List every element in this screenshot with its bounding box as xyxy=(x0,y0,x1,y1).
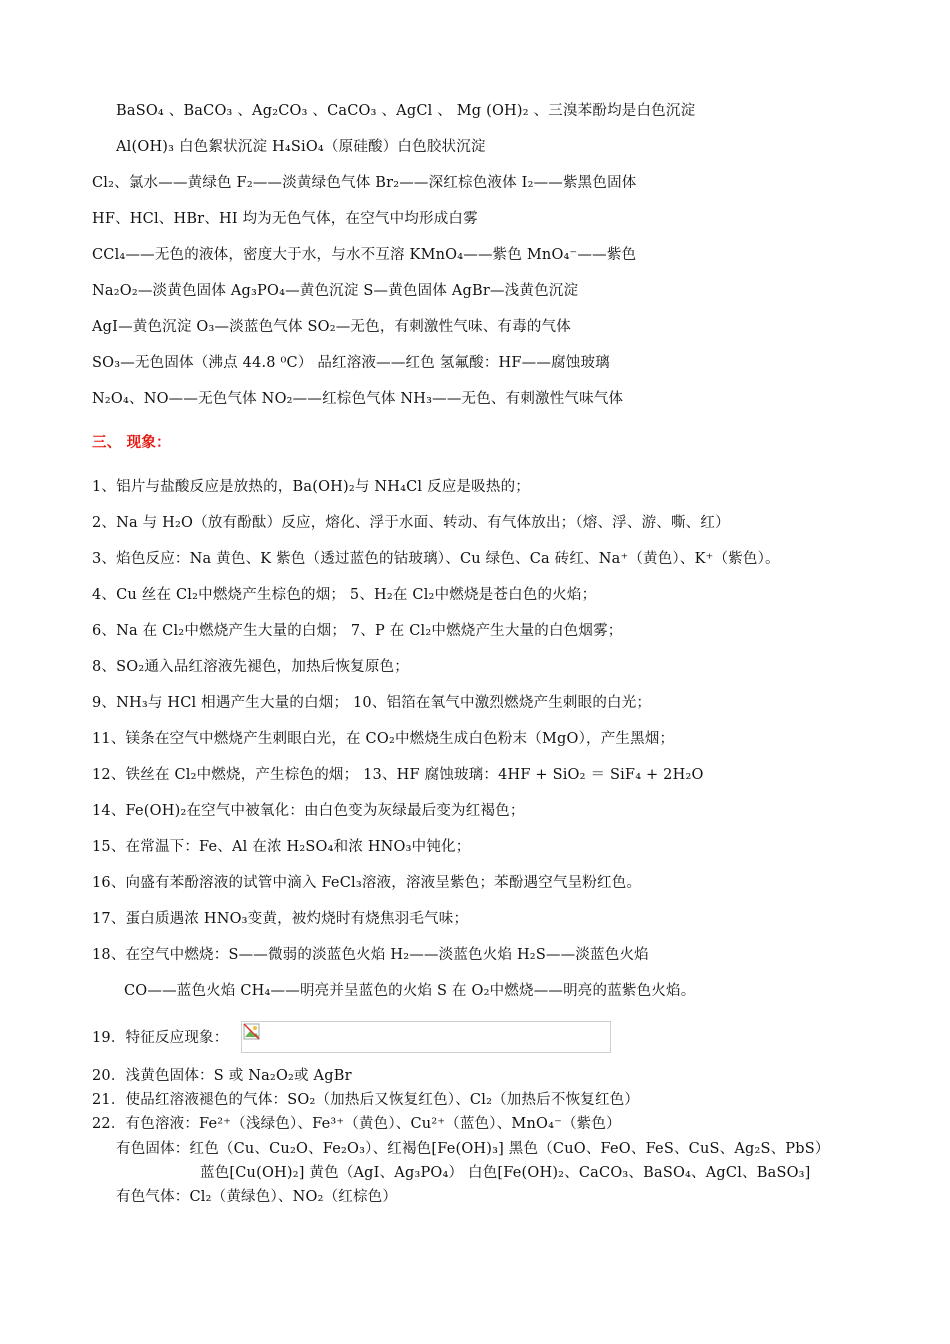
text-line: HF、HCl、HBr、HI 均为无色气体，在空气中均形成白雾 xyxy=(92,211,478,227)
text-line: 15、在常温下：Fe、Al 在浓 H₂SO₄和浓 HNO₃中钝化； xyxy=(92,839,471,855)
text-line: 18、在空气中燃烧：S——微弱的淡蓝色火焰 H₂——淡蓝色火焰 H₂S——淡蓝色火焰 xyxy=(92,947,649,963)
text-line: 12、铁丝在 Cl₂中燃烧，产生棕色的烟； 13、HF 腐蚀玻璃：4HF + SiO₂ ＝ SiF₄ + 2H₂O xyxy=(92,767,704,783)
text-line: 19．特征反应现象： xyxy=(92,1030,229,1046)
text-line: BaSO₄ 、BaCO₃ 、Ag₂CO₃ 、CaCO₃ 、AgCl 、 Mg (OH)₂ 、三溴苯酚均是白色沉淀 xyxy=(116,103,696,119)
text-line: CO——蓝色火焰 CH₄——明亮并呈蓝色的火焰 S 在 O₂中燃烧——明亮的蓝紫色火焰。 xyxy=(124,983,696,999)
text-line: 21．使品红溶液褪色的气体：SO₂（加热后又恢复红色）、Cl₂（加热后不恢复红色） xyxy=(92,1092,640,1108)
text-line: 22．有色溶液：Fe²⁺（浅绿色）、Fe³⁺（黄色）、Cu²⁺（蓝色）、MnO₄⁻（紫色） xyxy=(92,1116,621,1132)
text-line: Cl₂、氯水——黄绿色 F₂——淡黄绿色气体 Br₂——深红棕色液体 I₂——紫黑色固体 xyxy=(92,175,637,191)
text-line: SO₃—无色固体（沸点 44.8 ⁰C） 品红溶液——红色 氢氟酸：HF——腐蚀玻璃 xyxy=(92,355,610,371)
text-line: 有色气体：Cl₂（黄绿色）、NO₂（红棕色） xyxy=(116,1189,398,1205)
text-line: 有色固体：红色（Cu、Cu₂O、Fe₂O₃）、红褐色[Fe(OH)₃] 黑色（CuO、FeO、FeS、CuS、Ag₂S、PbS） xyxy=(116,1141,830,1157)
text-line: 蓝色[Cu(OH)₂] 黄色（AgI、Ag₃PO₄） 白色[Fe(OH)₂、CaCO₃、BaSO₄、AgCl、BaSO₃] xyxy=(200,1165,811,1181)
text-line: 17、蛋白质遇浓 HNO₃变黄，被灼烧时有烧焦羽毛气味； xyxy=(92,911,469,927)
text-line: 4、Cu 丝在 Cl₂中燃烧产生棕色的烟； 5、H₂在 Cl₂中燃烧是苍白色的火焰； xyxy=(92,587,597,603)
text-line: AgI—黄色沉淀 O₃—淡蓝色气体 SO₂—无色，有刺激性气味、有毒的气体 xyxy=(92,319,571,335)
text-line: 3、焰色反应：Na 黄色、K 紫色（透过蓝色的钴玻璃）、Cu 绿色、Ca 砖红、Na⁺（黄色）、K⁺（紫色）。 xyxy=(92,551,780,567)
text-line: 9、NH₃与 HCl 相遇产生大量的白烟； 10、铝箔在氧气中激烈燃烧产生刺眼的白光； xyxy=(92,695,652,711)
text-line: N₂O₄、NO——无色气体 NO₂——红棕色气体 NH₃——无色、有刺激性气味气体 xyxy=(92,391,624,407)
text-line: 1、铝片与盐酸反应是放热的，Ba(OH)₂与 NH₄Cl 反应是吸热的； xyxy=(92,479,530,495)
section-heading: 三、 现象： xyxy=(92,435,171,451)
text-line: Na₂O₂—淡黄色固体 Ag₃PO₄—黄色沉淀 S—黄色固体 AgBr—浅黄色沉淀 xyxy=(92,283,579,299)
text-line: 6、Na 在 Cl₂中燃烧产生大量的白烟； 7、P 在 Cl₂中燃烧产生大量的白色烟雾； xyxy=(92,623,623,639)
text-line: 11、镁条在空气中燃烧产生刺眼白光，在 CO₂中燃烧生成白色粉末（MgO），产生黑烟； xyxy=(92,731,675,747)
text-line: CCl₄——无色的液体，密度大于水，与水不互溶 KMnO₄——紫色 MnO₄⁻——紫色 xyxy=(92,247,637,263)
text-line: 8、SO₂通入品红溶液先褪色，加热后恢复原色； xyxy=(92,659,409,675)
text-line: 16、向盛有苯酚溶液的试管中滴入 FeCl₃溶液，溶液呈紫色；苯酚遇空气呈粉红色。 xyxy=(92,875,642,891)
text-line: 20．浅黄色固体：S 或 Na₂O₂或 AgBr xyxy=(92,1068,352,1084)
broken-image-icon xyxy=(243,1023,261,1041)
text-line: 2、Na 与 H₂O（放有酚酞）反应，熔化、浮于水面、转动、有气体放出；（熔、浮、游、嘶、红） xyxy=(92,515,730,531)
embedded-image-frame xyxy=(241,1021,611,1053)
text-line: 14、Fe(OH)₂在空气中被氧化：由白色变为灰绿最后变为红褐色； xyxy=(92,803,525,819)
text-line: Al(OH)₃ 白色絮状沉淀 H₄SiO₄（原硅酸）白色胶状沉淀 xyxy=(116,139,486,155)
